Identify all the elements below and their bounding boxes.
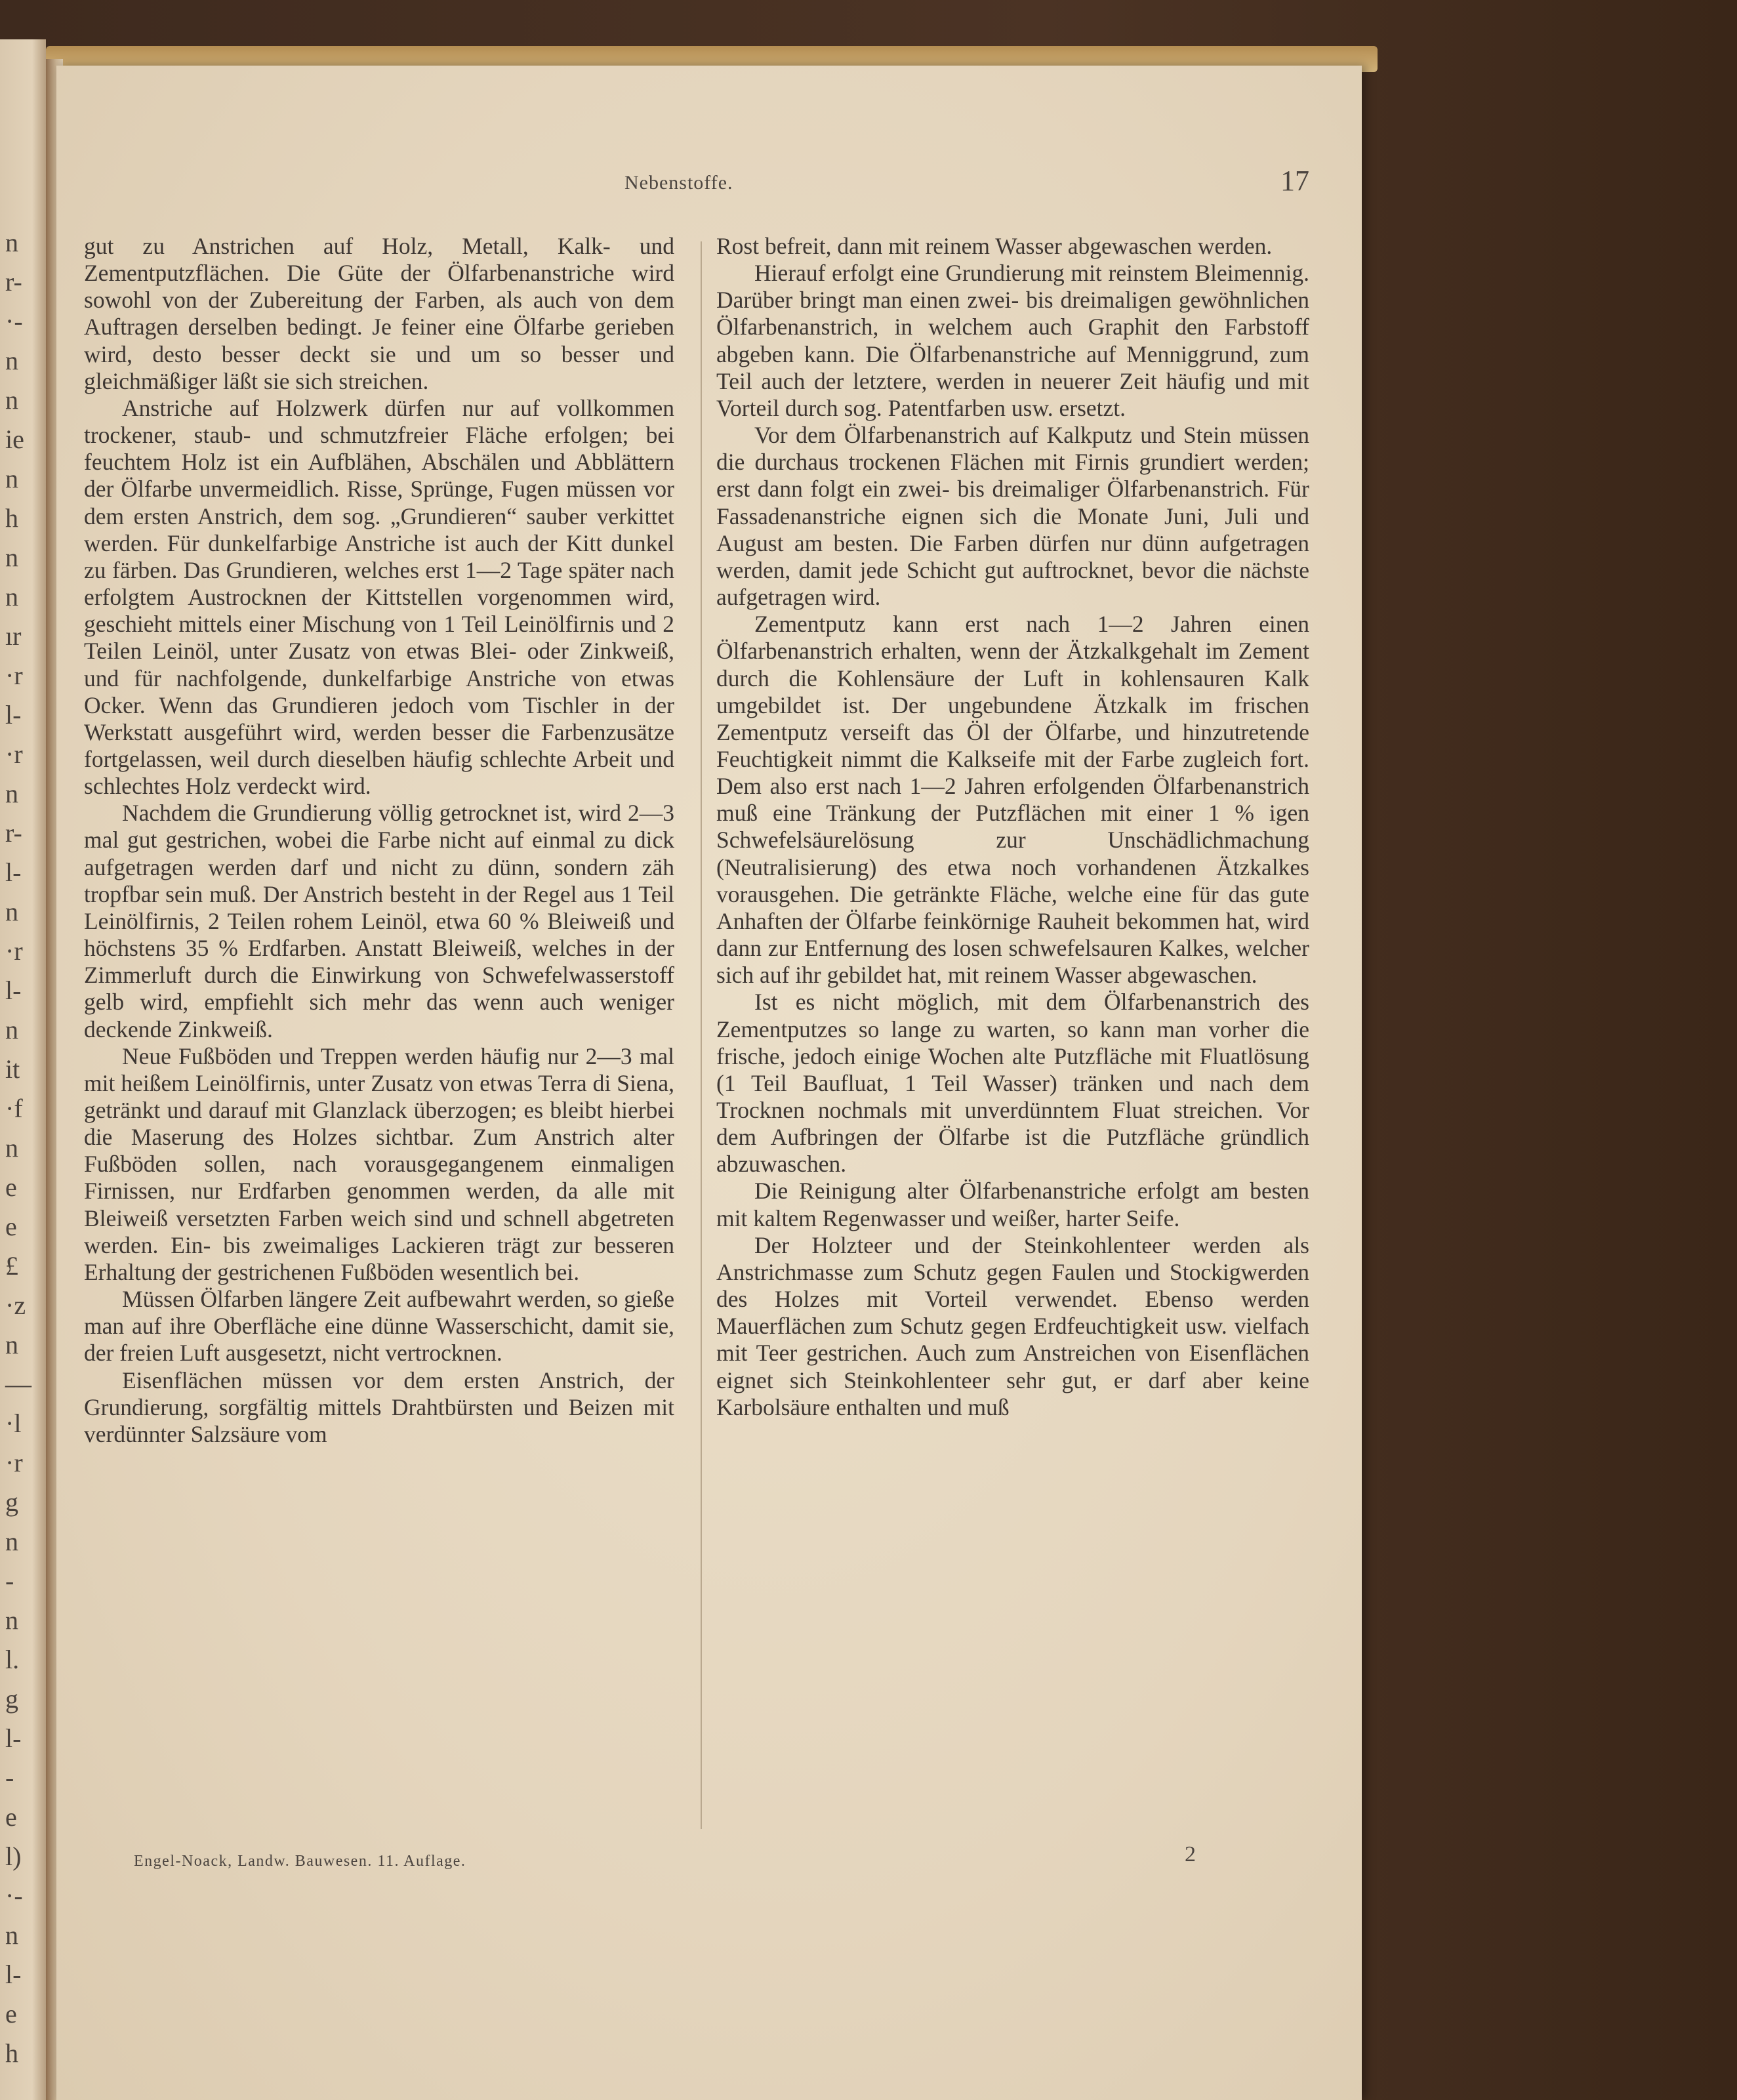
imprint-footer: Engel-Noack, Landw. Bauwesen. 11. Auflage. xyxy=(134,1853,466,1870)
previous-page-fragment: l- xyxy=(5,1960,22,1989)
signature-mark: 2 xyxy=(1185,1842,1196,1866)
paragraph: Hierauf erfolgt eine Grundierung mit reinstem Bleimennig. Darüber bringt man einen zwei- bis dreimaligen gewöhnlichen Ölfarbenanstrich, in welchem auch Graphit den Farbstoff abgeben kann. Die Ölfarbenanstriche auf Menniggrund, zum Teil auch der letztere, werden in neuerer Zeit häufig und mit Vorteil durch sog. Patentfarben usw. ersetzt. xyxy=(716,260,1309,421)
previous-page-fragment: ·r xyxy=(5,661,23,690)
previous-page-fragment: n xyxy=(5,228,18,257)
previous-page-fragment: n xyxy=(5,385,18,415)
previous-page-fragment: — xyxy=(5,1369,31,1399)
previous-page-fragment: it xyxy=(5,1054,20,1084)
previous-page-fragment: e xyxy=(5,1212,17,1241)
paragraph: Neue Fußböden und Treppen werden häufig nur 2—3 mal mit heißem Leinölfirnis, unter Zusatz von etwas Terra di Siena, getränkt und darauf mit Glanzlack überzogen; es bleibt hierbei die Maserung des Holzes sichtbar. Zum Anstrich alter Fußböden sollen, nach vorausgegangenem einmaligen Firnissen, nur Erdfarben genommen werden, da alle mit Bleiweiß versetzten Farben weich sind und schnell abgetreten werden. Ein- bis zweimaliges Lackieren trägt zur besseren Erhaltung der gestrichenen Fußböden wesentlich bei. xyxy=(84,1042,674,1285)
previous-page-fragment: n xyxy=(5,1527,18,1556)
right-column xyxy=(716,233,1309,1421)
previous-page-fragment: ·z xyxy=(5,1290,26,1320)
previous-page-fragment: e xyxy=(5,1802,17,1832)
previous-page-fragment: n xyxy=(5,543,18,572)
previous-page-fragment: r- xyxy=(5,818,22,848)
paragraph: Zementputz kann erst nach 1—2 Jahren einen Ölfarbenanstrich erhalten, wenn der Ätzkalkgehalt im Zement durch die Kohlensäure der Luft in kohlensauren Kalk umgebildet ist. Der ungebundene Ätzkalk im frischen Zementputz verseift das Öl der Ölfarbe, und hinzutretende Feuchtigkeit nimmt die Kalkseife mit der Farbe zugleich fort. Dem also erst nach 1—2 Jahren erfolgenden Ölfarbenanstrich muß eine Tränkung der Putzflächen mit einer 1 % igen Schwefelsäurelösung zur Unschädlichmachung (Neutralisierung) des etwa noch vorhandenen Ätzkalkes vorausgehen. Die getränkte Fläche, welche eine für das gute Anhaften der Ölfarbe feinkörnige Rauheit bekommen hat, wird dann zur Entfernung des losen schwefelsauren Kalkes, welcher sich auf ihr gebildet hat, mit reinem Wasser abgewaschen. xyxy=(716,611,1309,989)
running-head: Nebenstoffe. xyxy=(624,172,733,194)
previous-page-fragment: r- xyxy=(5,267,22,297)
previous-page-fragment: n xyxy=(5,1133,18,1163)
previous-page-fragment: h xyxy=(5,503,18,533)
paragraph: Rost befreit, dann mit reinem Wasser abgewaschen werden. xyxy=(716,233,1273,259)
previous-page-fragment: n xyxy=(5,1605,18,1635)
previous-page-edge xyxy=(0,39,46,2100)
paragraph: Anstriche auf Holzwerk dürfen nur auf vollkommen trockener, staub- und schmutzfreier Fläche erfolgen; bei feuchtem Holz ist ein Aufblähen, Abschälen und Abblättern der Ölfarbe unvermeidlich. Risse, Sprünge, Fugen müssen vor dem ersten Anstrich, dem sog. „Grundieren“ sauber verkittet werden. Für dunkelfarbige Anstriche ist auch der Kitt dunkel zu färben. Das Grundieren, welches erst 1—2 Tage später nach erfolgtem Austrocknen der Kittstellen vorgenommen wird, geschieht mittels einer Mischung von 1 Teil Leinölfirnis und 2 Teilen Leinöl, unter Zusatz von etwas Blei- oder Zinkweiß, und für nachfolgende, dunkelfarbige Anstriche von etwas Ocker. Wenn das Grundieren jedoch vom Tischler in der Werkstatt ausgeführt wird, werden besser die Farbenzusätze fortgelassen, weil durch dieselben häufig schlechte Arbeit und schlechtes Holz verdeckt wird. xyxy=(84,394,674,800)
previous-page-fragment: g xyxy=(5,1684,18,1714)
previous-page-fragment: ·- xyxy=(5,1881,23,1910)
previous-page-fragment: n xyxy=(5,1015,18,1044)
previous-page-fragment: n xyxy=(5,1330,18,1359)
previous-page-fragment: l- xyxy=(5,976,22,1005)
page-number: 17 xyxy=(1280,165,1309,197)
previous-page-fragment: n xyxy=(5,897,18,926)
paragraph: gut zu Anstrichen auf Holz, Metall, Kalk- und Zementputzflächen. Die Güte der Ölfarbenanstriche wird sowohl von der Zubereitung der Farben, als auch von dem Auftragen derselben bedingt. Je feiner eine Ölfarbe gerieben wird, desto besser deckt sie und um so besser und gleichmäßiger läßt sie sich streichen. xyxy=(84,233,674,394)
previous-page-fragment: h xyxy=(5,2038,18,2068)
paragraph: Eisenflächen müssen vor dem ersten Anstrich, der Grundierung, sorgfältig mittels Drahtbürsten und Beizen mit verdünnter Salzsäure vom xyxy=(84,1367,674,1447)
previous-page-fragment: - xyxy=(5,1763,14,1792)
column-divider xyxy=(701,241,702,1829)
previous-page-fragment: l. xyxy=(5,1645,20,1674)
previous-page-fragment: ·- xyxy=(5,306,23,336)
previous-page-fragment: - xyxy=(5,1566,14,1596)
previous-page-fragment: l- xyxy=(5,1723,22,1753)
previous-page-fragment: ·f xyxy=(5,1094,23,1123)
previous-page-fragment: l- xyxy=(5,857,22,887)
previous-page-fragment: l) xyxy=(5,1842,22,1871)
previous-page-fragment: e xyxy=(5,1999,17,2028)
previous-page-fragment: n xyxy=(5,1920,18,1950)
paragraph: Die Reinigung alter Ölfarbenanstriche erfolgt am besten mit kaltem Regenwasser und weißer, harter Seife. xyxy=(716,1178,1309,1231)
previous-page-fragment: ·r xyxy=(5,739,23,769)
paragraph: Der Holzteer und der Steinkohlenteer werden als Anstrichmasse zum Schutz gegen Faulen und Stockigwerden des Holzes mit Vorteil verwendet. Ebenso werden Mauerflächen zum Schutz gegen Erdfeuchtigkeit usw. vielfach mit Teer gestrichen. Auch zum Anstreichen von Eisenflächen eignet sich Steinkohlenteer sehr gut, er darf aber keine Karbolsäure enthalten und muß xyxy=(716,1231,1309,1420)
paragraph: Ist es nicht möglich, mit dem Ölfarbenanstrich des Zementputzes so lange zu warten, so kann man vorher die frische, jedoch einige Wochen alte Putzfläche mit Fluatlösung (1 Teil Baufluat, 1 Teil Wasser) tränken und nach dem Trocknen nochmals mit unverdünntem Fluat streichen. Vor dem Aufbringen der Ölfarbe ist die Putzfläche gründlich abzuwaschen. xyxy=(716,989,1309,1178)
previous-page-fragment: n xyxy=(5,464,18,493)
left-column xyxy=(84,233,674,1448)
previous-page-fragment: ır xyxy=(5,621,22,651)
previous-page-fragment: £ xyxy=(5,1251,18,1281)
previous-page-fragment: ·r xyxy=(5,1448,23,1477)
previous-page-fragment: ·l xyxy=(5,1409,22,1438)
previous-page-fragment: l- xyxy=(5,700,22,730)
paragraph: Nachdem die Grundierung völlig getrocknet ist, wird 2—3 mal gut gestrichen, wobei die Farbe nicht auf einmal zu dick aufgetragen werden darf und nicht zu dünn, sondern zäh tropfbar sein muß. Der Anstrich besteht in der Regel aus 1 Teil Leinölfirnis, 2 Teilen rohem Leinöl, etwa 60 % Bleiweiß und höchstens 35 % Erdfarben. Anstatt Bleiweiß, welches in der Zimmerluft durch die Einwirkung von Schwefelwasserstoff gelb wird, empfiehlt sich mehr das wenn auch weniger deckende Zinkweiß. xyxy=(84,800,674,1042)
previous-page-fragment: ie xyxy=(5,424,24,454)
previous-page-fragment: n xyxy=(5,582,18,611)
paragraph: Müssen Ölfarben längere Zeit aufbewahrt werden, so gieße man auf ihre Oberfläche eine dünne Wasserschicht, damit sie, der freien Luft ausgesetzt, nicht vertrocknen. xyxy=(84,1286,674,1367)
paragraph: Vor dem Ölfarbenanstrich auf Kalkputz und Stein müssen die durchaus trockenen Flächen mit Firnis grundiert werden; erst dann folgt ein zwei- bis dreimaliger Ölfarbenanstrich. Für Fassadenanstriche eignen sich die Monate Juni, Juli und August am besten. Die Farben dürfen nur dünn aufgetragen werden, damit jede Schicht gut auftrocknet, bevor die nächste aufgetragen wird. xyxy=(716,422,1309,611)
previous-page-fragment: ·r xyxy=(5,936,23,966)
previous-page-fragment: n xyxy=(5,346,18,375)
previous-page-fragment: g xyxy=(5,1487,18,1517)
previous-page-fragment: e xyxy=(5,1172,17,1202)
previous-page-fragment: n xyxy=(5,779,18,808)
